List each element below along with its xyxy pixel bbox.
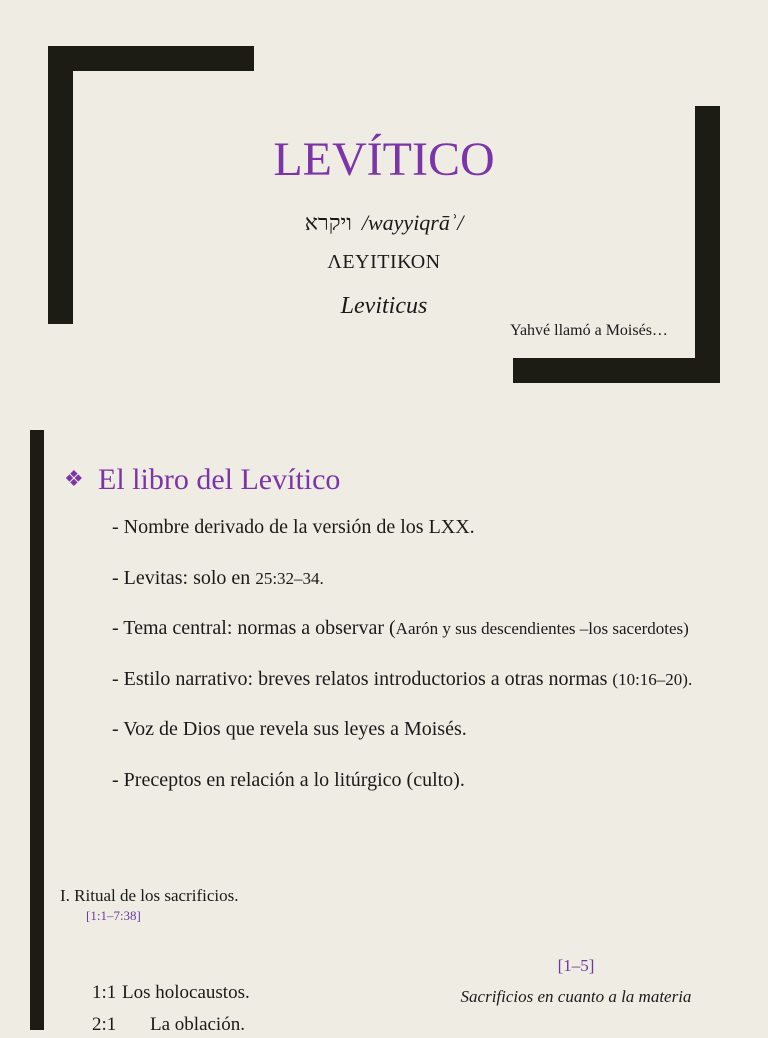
point-text: - Nombre derivado de la versión de los LXX.: [112, 516, 475, 538]
frame-bottom-right-horizontal: [513, 358, 720, 383]
point-text: - Tema central: normas a observar (: [112, 617, 396, 640]
ritual-item-label: La oblación.: [150, 1014, 245, 1035]
list-item: [112, 511, 768, 543]
point-text: - Estilo narrativo: breves relatos introductorios a otras normas: [112, 667, 613, 690]
section-title: El libro del Levítico: [98, 463, 341, 496]
diamond-bullet-icon: ❖: [64, 467, 84, 492]
list-item: [112, 663, 768, 695]
greek-name: ΛΕΥΙΤΙΚΟΝ: [327, 251, 441, 273]
left-accent-bar: [30, 430, 44, 1030]
points-list: [112, 511, 768, 815]
slide-subtitle: Yahvé llamó a Moisés…: [510, 322, 668, 339]
latin-name: Leviticus: [340, 293, 428, 319]
ritual-item: [92, 1012, 245, 1038]
list-item: [112, 562, 768, 594]
hebrew-name: ויקרא: [304, 210, 352, 235]
ritual-reference: [1:1–7:38]: [86, 908, 141, 923]
section-heading: [64, 460, 340, 500]
list-item: [112, 713, 768, 745]
point-text: - Preceptos en relación a lo litúrgico (culto).: [112, 768, 465, 791]
ritual-heading: I. Ritual de los sacrificios.: [60, 886, 239, 905]
point-text: - Voz de Dios que revela sus leyes a Moisés.: [112, 718, 467, 741]
materia-reference: [1–5]: [557, 956, 595, 975]
ritual-item-number: 1:1: [92, 982, 117, 1003]
point-reference: (10:16–20).: [612, 669, 693, 689]
materia-caption: Sacrificios en cuanto a la materia: [460, 987, 692, 1006]
list-item: [112, 612, 768, 644]
slide-title: LEVÍTICO: [273, 133, 495, 186]
point-reference: 25:32–34.: [255, 568, 324, 588]
hebrew-name-line: [0, 208, 768, 238]
list-item: [112, 764, 768, 796]
point-text: - Levitas: solo en: [112, 566, 256, 589]
ritual-item-label: Los holocaustos.: [122, 982, 250, 1003]
ritual-item: [92, 980, 250, 1006]
transliteration: /wayyiqrāʾ/: [361, 210, 464, 235]
frame-top-left-horizontal: [48, 46, 254, 71]
point-reference: Aarón y sus descendientes –los sacerdotes): [395, 619, 689, 639]
ritual-item-number: 2:1: [92, 1014, 117, 1035]
